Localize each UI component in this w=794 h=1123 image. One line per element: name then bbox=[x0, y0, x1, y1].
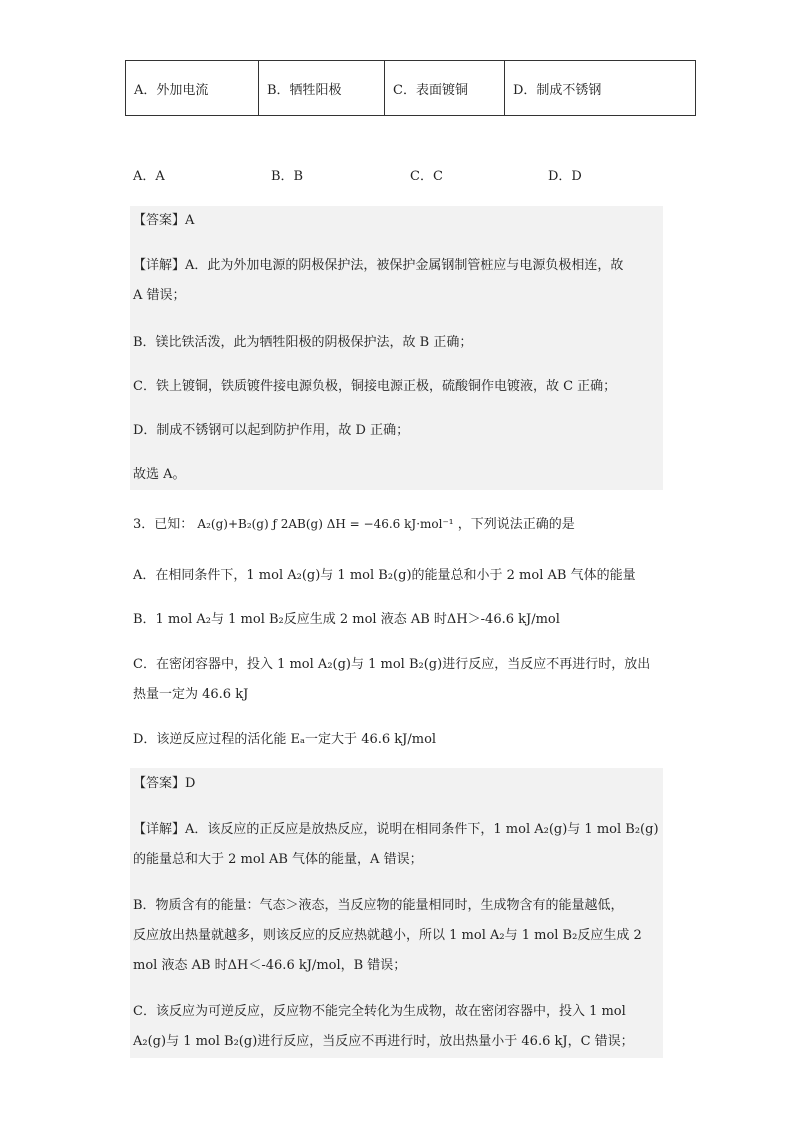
option-cell-d: D．制成不锈钢 bbox=[505, 61, 696, 116]
q2-detail-line: 【详解】A．此为外加电源的阴极保护法，被保护金属钢制管桩应与电源负极相连，故 bbox=[133, 258, 624, 273]
option-cell-c: C．表面镀铜 bbox=[385, 61, 505, 116]
q3-option-c-cont: 热量一定为 46.6 kJ bbox=[133, 687, 249, 702]
q2-detail-line: B．镁比铁活泼，此为牺牲阳极的阴极保护法，故 B 正确； bbox=[133, 335, 473, 350]
q3-detail-line: 的能量总和大于 2 mol AB 气体的能量，A 错误； bbox=[133, 852, 423, 867]
q2-choices bbox=[133, 168, 633, 186]
q2-detail-line: D．制成不锈钢可以起到防护作用，故 D 正确； bbox=[133, 423, 410, 438]
q3-equation: A₂(g)+B₂(g) ƒ 2AB(g) ΔH = −46.6 kJ·mol⁻¹ bbox=[197, 517, 454, 531]
choice-b: B．B bbox=[271, 169, 304, 184]
q3-stem-prefix: 3．已知： bbox=[133, 517, 194, 532]
q3-option-a: A．在相同条件下，1 mol A₂(g)与 1 mol B₂(g)的能量总和小于 2 mol AB 气体的能量 bbox=[133, 568, 636, 583]
q3-detail-line: 【详解】A．该反应的正反应是放热反应，说明在相同条件下，1 mol A₂(g)与 1 mol B₂(g) bbox=[133, 822, 659, 837]
option-cell-a: A．外加电流 bbox=[126, 61, 259, 116]
q3-detail-line: A₂(g)与 1 mol B₂(g)进行反应，当反应不再进行时，放出热量小于 46.6 kJ，C 错误； bbox=[133, 1034, 634, 1049]
q2-answer: 【答案】A bbox=[133, 213, 195, 228]
choice-c: C．C bbox=[410, 169, 443, 184]
q3-option-c: C．在密闭容器中，投入 1 mol A₂(g)与 1 mol B₂(g)进行反应，当反应不再进行时，放出 bbox=[133, 657, 651, 672]
q3-answer: 【答案】D bbox=[133, 776, 196, 791]
q3-detail-line: mol 液态 AB 时ΔH＜-46.6 kJ/mol，B 错误； bbox=[133, 958, 407, 973]
option-cell-b: B．牺牲阳极 bbox=[259, 61, 385, 116]
choice-d: D．D bbox=[548, 169, 582, 184]
q3-option-b: B．1 mol A₂与 1 mol B₂反应生成 2 mol 液态 AB 时ΔH＞-46.6 kJ/mol bbox=[133, 612, 560, 627]
q3-detail-line: 反应放出热量就越多，则该反应的反应热就越小，所以 1 mol A₂与 1 mol B₂反应生成 2 bbox=[133, 928, 642, 943]
q3-detail-line: C．该反应为可逆反应，反应物不能完全转化为生成物，故在密闭容器中，投入 1 mol bbox=[133, 1004, 626, 1019]
q3-stem bbox=[133, 515, 575, 534]
choice-a: A．A bbox=[133, 169, 165, 184]
q3-stem-suffix: ，下列说法正确的是 bbox=[457, 517, 575, 532]
q3-detail-line: B．物质含有的能量：气态＞液态，当反应物的能量相同时，生成物含有的能量越低， bbox=[133, 898, 624, 913]
options-table bbox=[125, 60, 696, 116]
q2-detail-line: C．铁上镀铜，铁质镀件接电源负极，铜接电源正极，硫酸铜作电镀液，故 C 正确； bbox=[133, 379, 617, 394]
q2-detail-line: A 错误； bbox=[133, 288, 186, 303]
q2-conclusion: 故选 A。 bbox=[133, 467, 186, 482]
q3-option-d: D．该逆反应过程的活化能 Eₐ一定大于 46.6 kJ/mol bbox=[133, 732, 437, 747]
